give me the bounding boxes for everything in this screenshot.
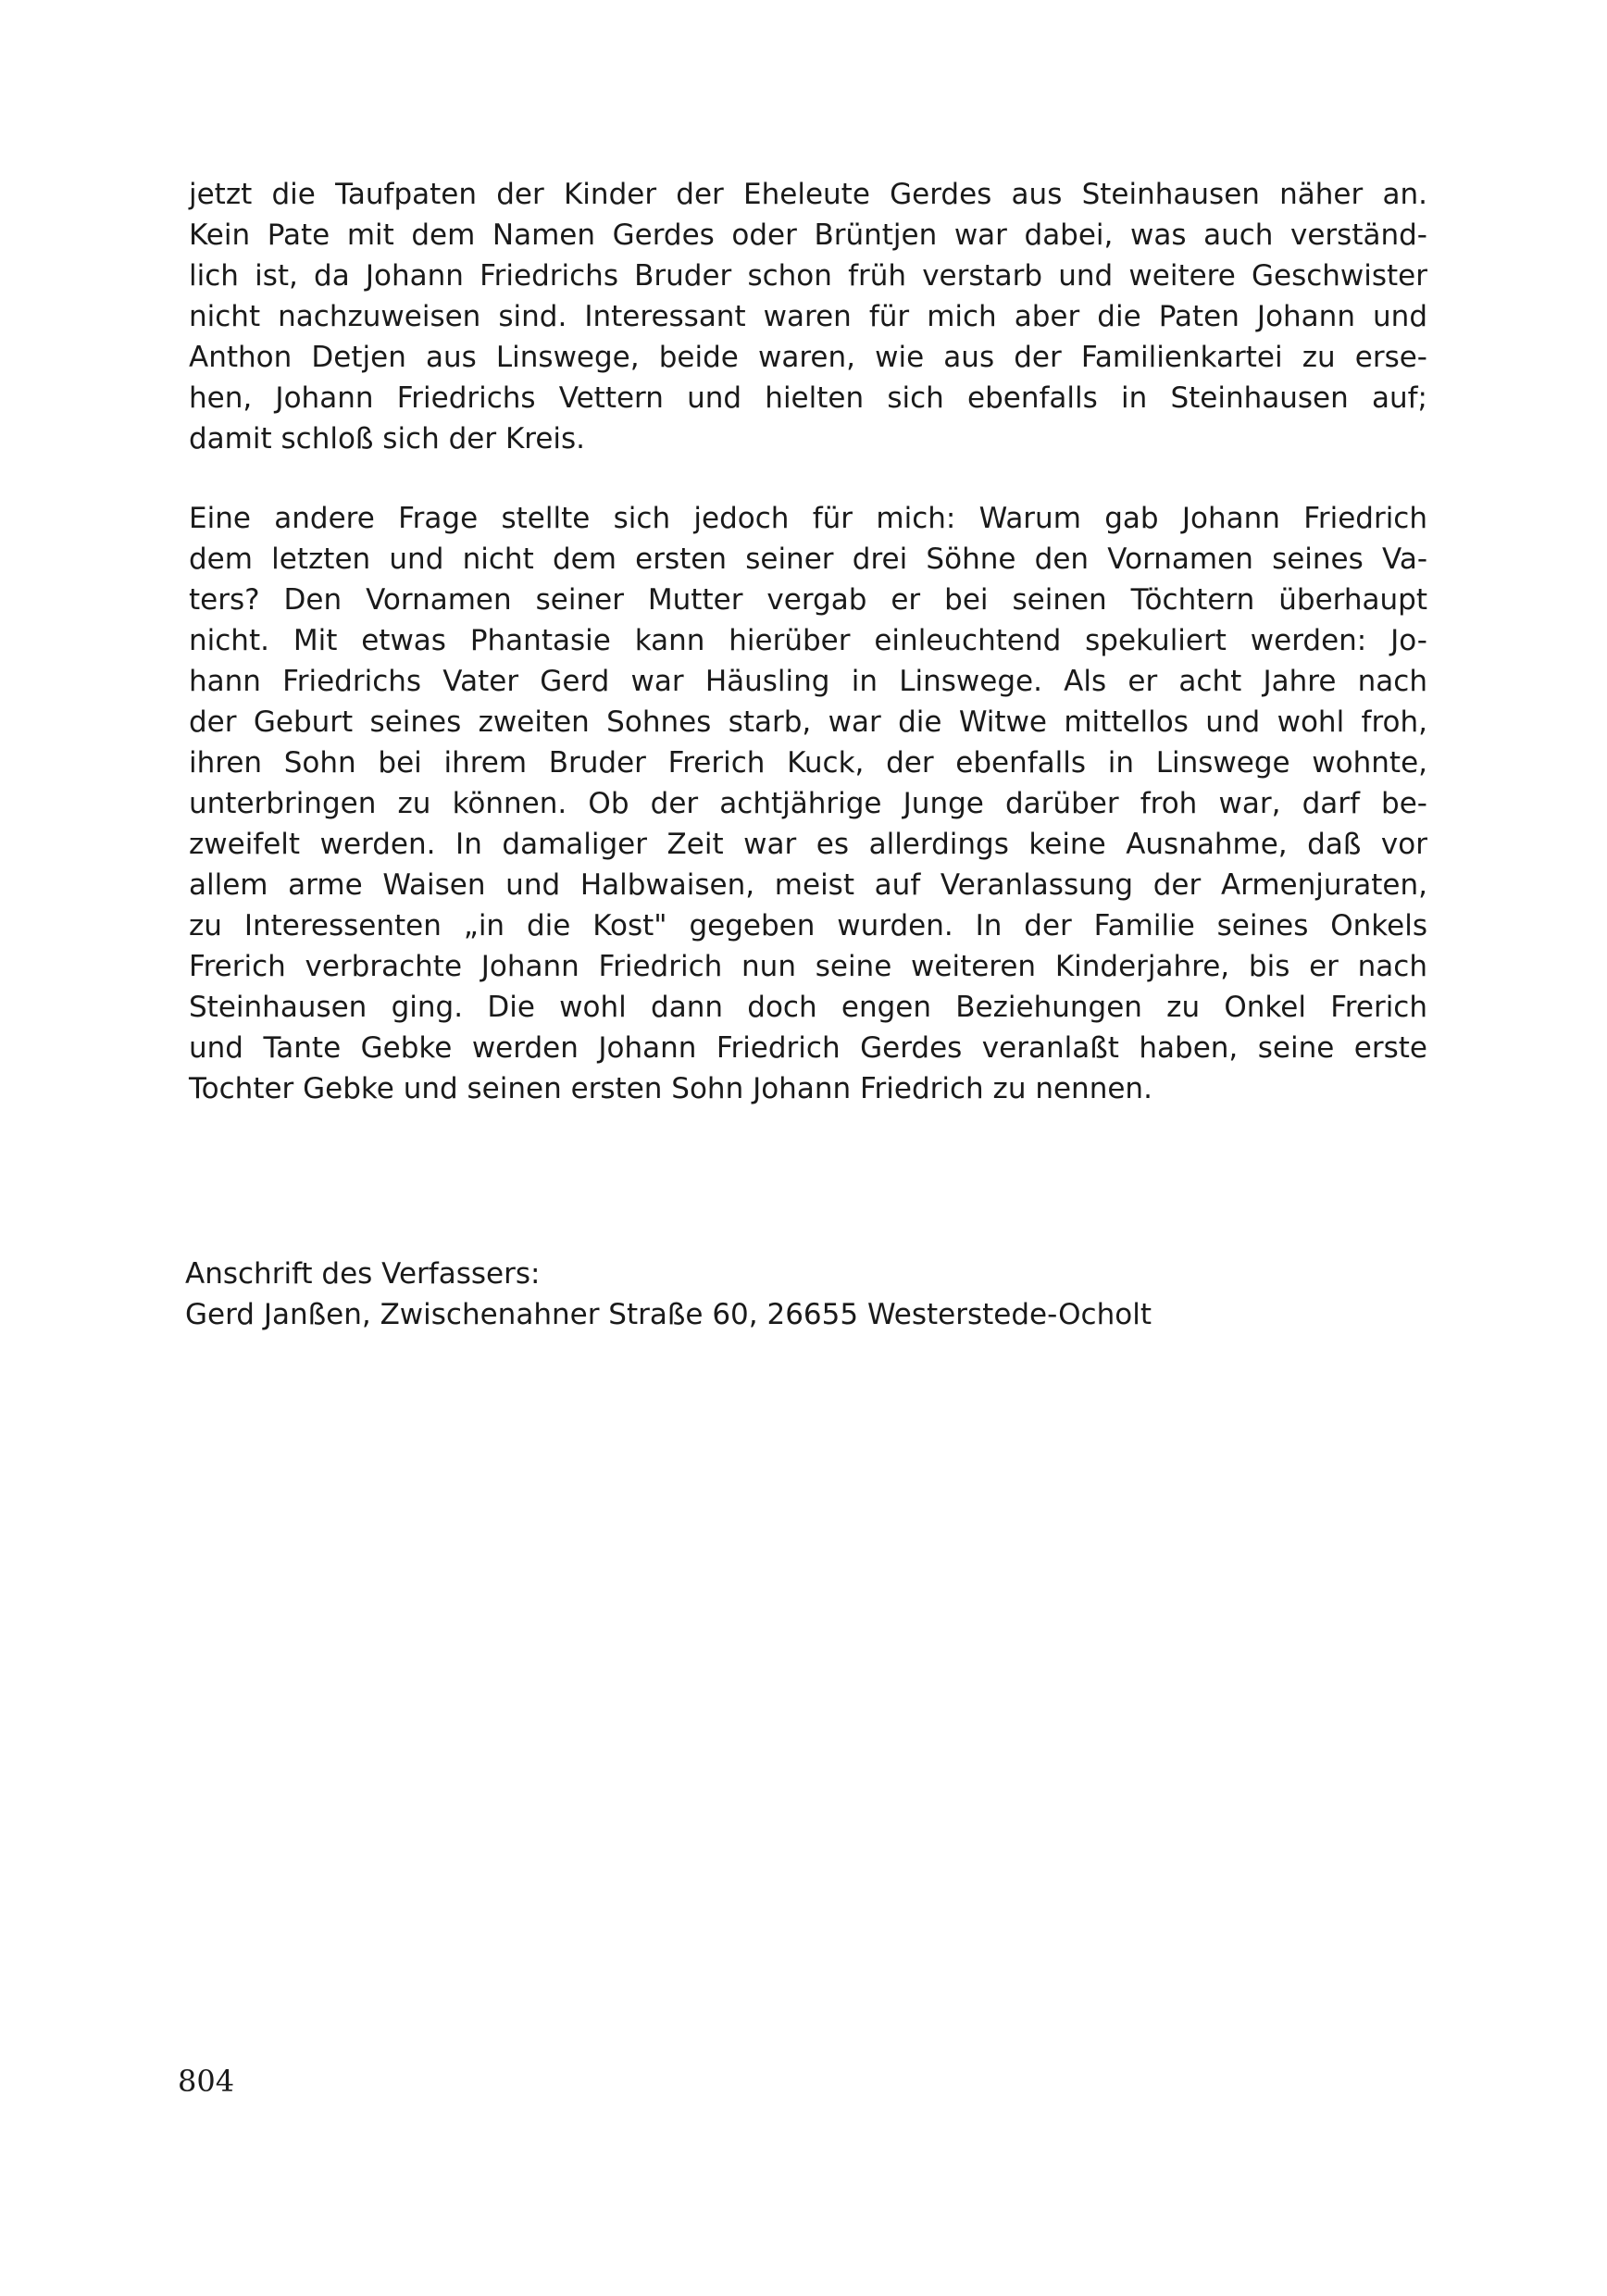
paragraph-1: [189, 174, 1427, 459]
paragraph-line: ters? Den Vornamen seiner Mutter vergab er bei seinen Töchtern überhaupt: [189, 583, 1427, 617]
paragraph-line: zweifelt werden. In damaliger Zeit war es allerdings keine Ausnahme, daß vor: [189, 828, 1427, 861]
paragraph-line: damit schloß sich der Kreis.: [189, 422, 586, 455]
paragraph-line: Tochter Gebke und seinen ersten Sohn Johann Friedrich zu nennen.: [189, 1072, 1152, 1105]
page-number: 804: [178, 2064, 235, 2099]
paragraph-line: hen, Johann Friedrichs Vettern und hielten sich ebenfalls in Steinhausen auf;: [189, 381, 1427, 415]
address-label: Anschrift des Verfassers:: [185, 1257, 541, 1291]
paragraph-line: unterbringen zu können. Ob der achtjährige Junge darüber froh war, darf be-: [189, 787, 1427, 820]
paragraph-line: nicht nachzuweisen sind. Interessant waren für mich aber die Paten Johann und: [189, 300, 1427, 333]
paragraph-line: Anthon Detjen aus Linswege, beide waren, wie aus der Familienkartei zu erse-: [189, 341, 1427, 374]
paragraph-2: [189, 498, 1427, 1109]
paragraph-line: ihren Sohn bei ihrem Bruder Frerich Kuck, der ebenfalls in Linswege wohnte,: [189, 746, 1427, 780]
paragraph-line: der Geburt seines zweiten Sohnes starb, war die Witwe mittellos und wohl froh,: [189, 705, 1427, 739]
paragraph-line: Eine andere Frage stellte sich jedoch für mich: Warum gab Johann Friedrich: [189, 502, 1427, 535]
paragraph-line: lich ist, da Johann Friedrichs Bruder schon früh verstarb und weitere Geschwister: [189, 259, 1427, 293]
paragraph-line: allem arme Waisen und Halbwaisen, meist auf Veranlassung der Armenjuraten,: [189, 868, 1427, 902]
paragraph-line: Steinhausen ging. Die wohl dann doch engen Beziehungen zu Onkel Frerich: [189, 991, 1427, 1024]
author-address: [185, 1254, 1152, 1335]
paragraph-line: nicht. Mit etwas Phantasie kann hierüber einleuchtend spekuliert werden: Jo-: [189, 624, 1427, 657]
paragraph-line: und Tante Gebke werden Johann Friedrich Gerdes veranlaßt haben, seine erste: [189, 1031, 1427, 1065]
paragraph-line: zu Interessenten „in die Kost" gegeben wurden. In der Familie seines Onkels: [189, 909, 1427, 942]
paragraph-line: dem letzten und nicht dem ersten seiner drei Söhne den Vornamen seines Va-: [189, 543, 1427, 576]
paragraph-line: jetzt die Taufpaten der Kinder der Eheleute Gerdes aus Steinhausen näher an.: [189, 178, 1427, 211]
paragraph-line: Kein Pate mit dem Namen Gerdes oder Brüntjen war dabei, was auch verständ-: [189, 218, 1427, 252]
paragraph-line: Frerich verbrachte Johann Friedrich nun seine weiteren Kinderjahre, bis er nach: [189, 950, 1427, 983]
address-value: Gerd Janßen, Zwischenahner Straße 60, 26655 Westerstede-Ocholt: [185, 1298, 1152, 1331]
paragraph-line: hann Friedrichs Vater Gerd war Häusling in Linswege. Als er acht Jahre nach: [189, 665, 1427, 698]
